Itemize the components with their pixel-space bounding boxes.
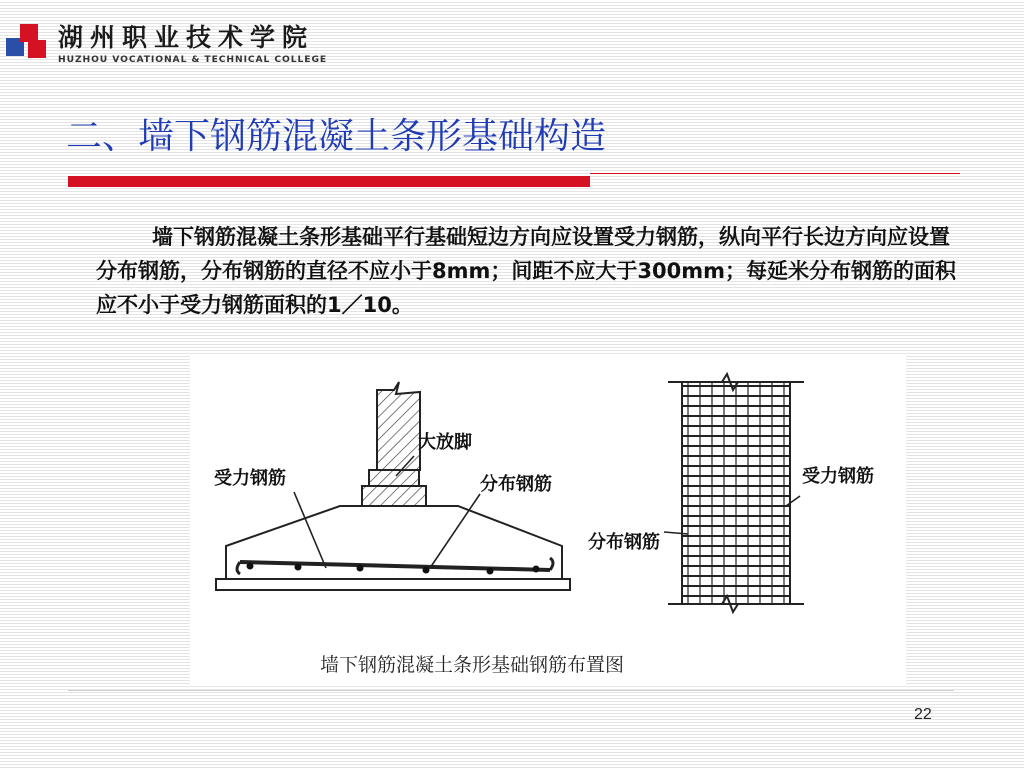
logo-chinese-name: 湖州职业技术学院 bbox=[58, 23, 315, 52]
logo-english-name: HUZHOU VOCATIONAL & TECHNICAL COLLEGE bbox=[58, 54, 328, 65]
rebar-mesh-plan bbox=[664, 374, 804, 612]
page-number: 22 bbox=[914, 706, 932, 723]
label-footing-step: 大放脚 bbox=[418, 432, 472, 453]
footing-step bbox=[362, 486, 426, 506]
label-main-rebar-right: 受力钢筋 bbox=[802, 466, 874, 487]
label-main-rebar-left: 受力钢筋 bbox=[214, 468, 286, 489]
figure-caption: 墙下钢筋混凝土条形基础钢筋布置图 bbox=[320, 654, 625, 676]
title-underline bbox=[68, 173, 960, 189]
rebar-diagram bbox=[190, 356, 906, 686]
label-dist-rebar-right: 分布钢筋 bbox=[588, 532, 660, 553]
title-underline-thin bbox=[590, 173, 960, 174]
label-dist-rebar-left: 分布钢筋 bbox=[480, 474, 552, 495]
leader-main-rebar-left bbox=[294, 492, 326, 568]
title-underline-thick bbox=[68, 176, 590, 187]
body-paragraph: 墙下钢筋混凝土条形基础平行基础短边方向应设置受力钢筋，纵向平行长边方向应设置分布钢筋，分布钢筋的直径不应小于8mm；间距不应大于300mm；每延米分布钢筋的面积应不小于受力钢筋面积的1／10。 bbox=[96, 225, 956, 317]
base-slab bbox=[216, 579, 570, 590]
footer-divider bbox=[68, 690, 954, 691]
main-rebar-line bbox=[240, 562, 550, 570]
rebar-layout-figure bbox=[190, 356, 906, 686]
page-title: 二、墙下钢筋混凝土条形基础构造 bbox=[66, 116, 607, 157]
logo-squares-icon bbox=[6, 22, 50, 62]
college-logo bbox=[6, 20, 346, 66]
